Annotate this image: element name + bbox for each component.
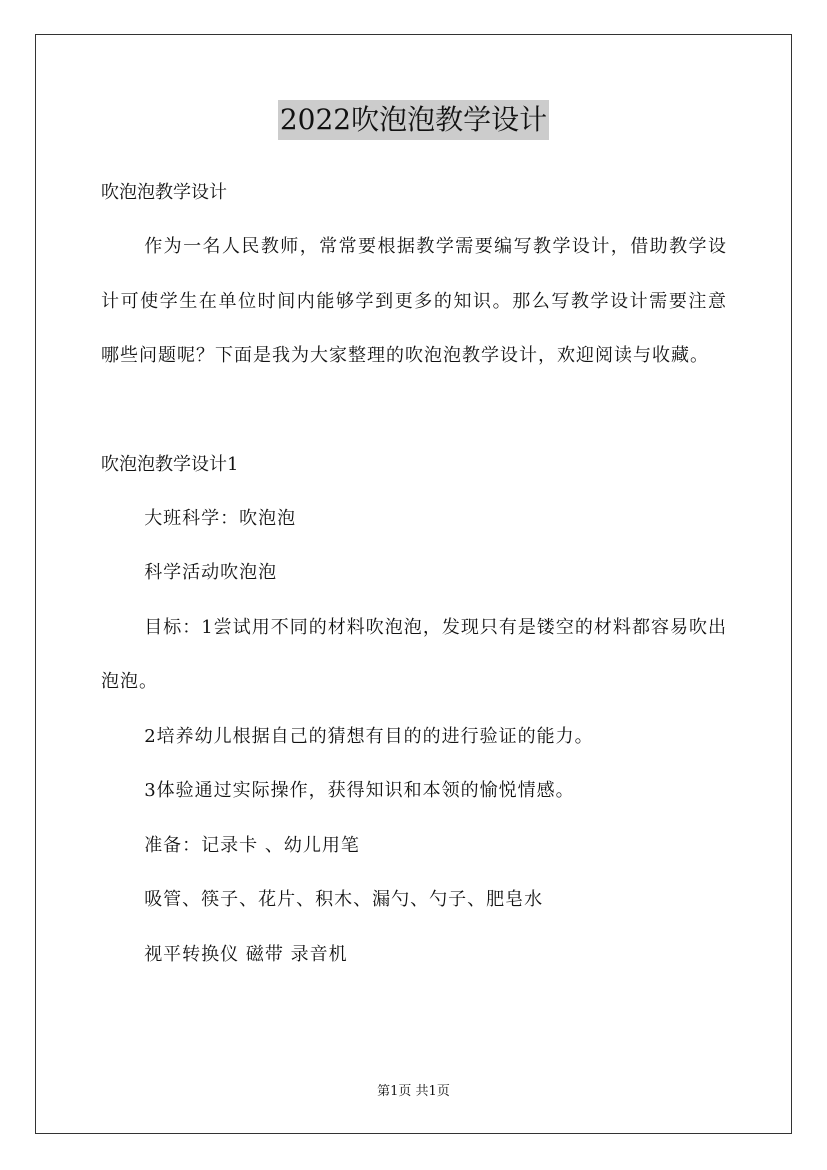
body-line: 吸管、筷子、花片、积木、漏勺、勺子、肥皂水 bbox=[144, 889, 544, 910]
body-line: 科学活动吹泡泡 bbox=[144, 562, 278, 583]
document-title: 2022吹泡泡教学设计 bbox=[278, 100, 549, 140]
section-heading: 吹泡泡教学设计1 bbox=[101, 453, 239, 475]
blank-line bbox=[101, 384, 727, 438]
intro-paragraph: 作为一名人民教师，常常要根据教学需要编写教学设计，借助教学设计可使学生在单位时间内能够学到更多的知识。那么写教学设计需要注意哪些问题呢？下面是我为大家整理的吹泡泡教学设计，欢迎阅读与收藏。 bbox=[101, 236, 727, 366]
body-line: 大班科学：吹泡泡 bbox=[144, 507, 297, 529]
body-line: 视平转换仪 磁带 录音机 bbox=[144, 943, 348, 965]
body-line: 2培养幼儿根据自己的猜想有目的的进行验证的能力。 bbox=[144, 725, 594, 747]
body-line: 目标：1尝试用不同的材料吹泡泡，发现只有是镂空的材料都容易吹出泡泡。 bbox=[101, 616, 727, 692]
body-line: 3体验通过实际操作，获得知识和本领的愉悦情感。 bbox=[144, 780, 575, 801]
body-line: 准备：记录卡 、幼儿用笔 bbox=[144, 834, 360, 856]
document-subtitle: 吹泡泡教学设计 bbox=[101, 182, 227, 203]
page-footer: 第1页 共1页 bbox=[377, 1084, 450, 1099]
title-container bbox=[0, 100, 827, 140]
document-body bbox=[101, 166, 727, 982]
